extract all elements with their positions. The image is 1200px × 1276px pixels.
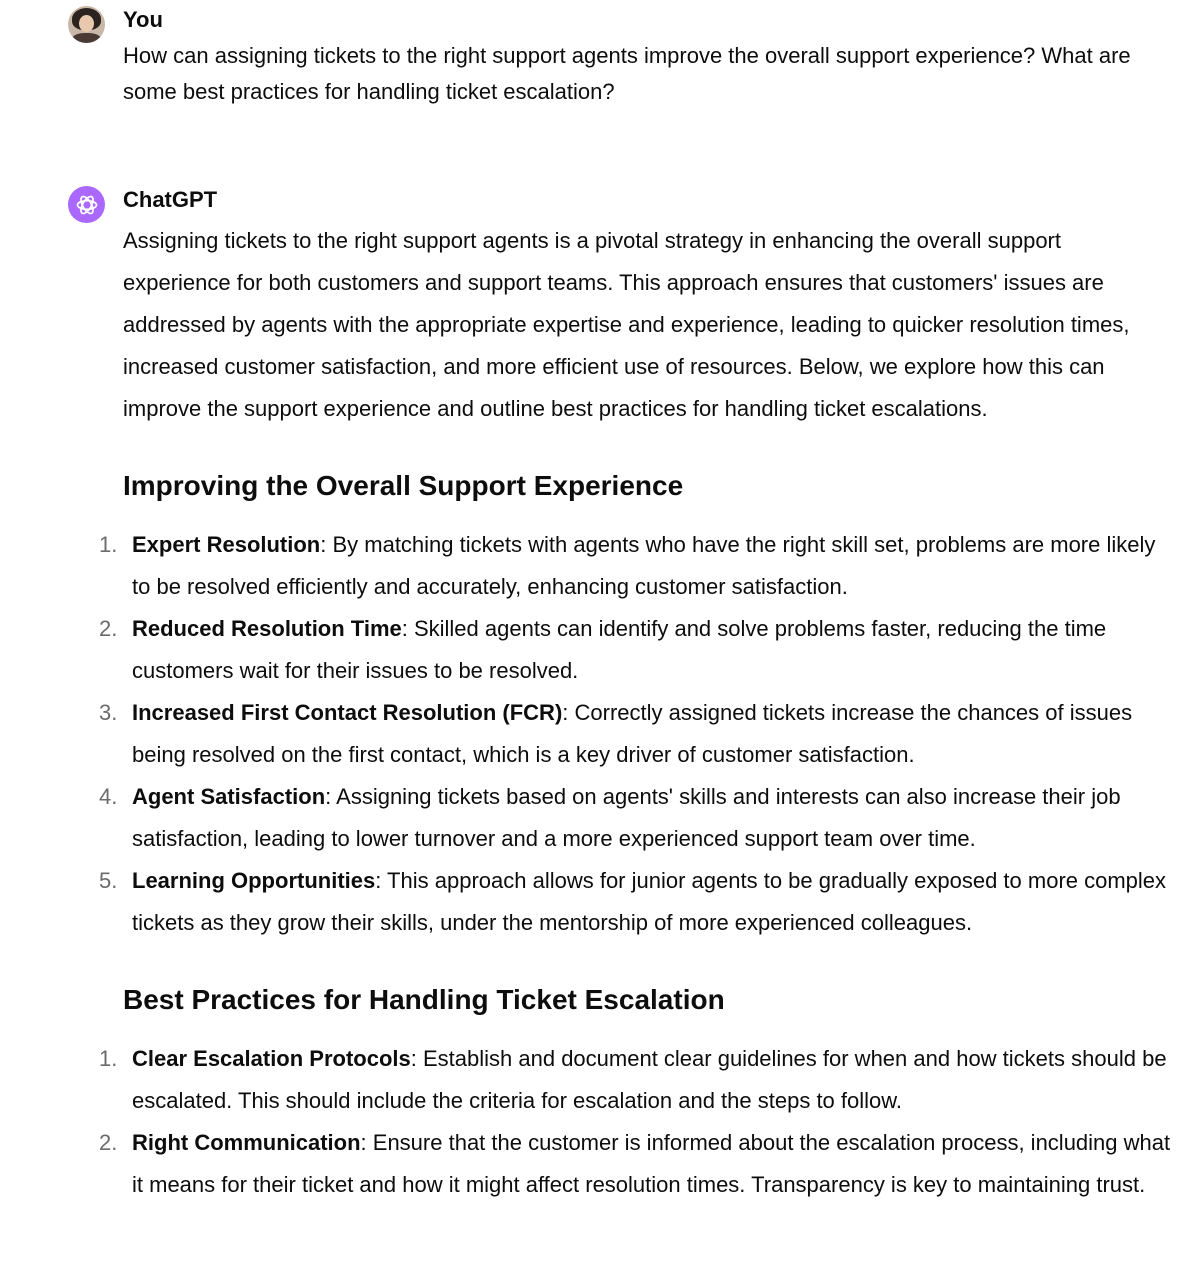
intro-paragraph: Assigning tickets to the right support agents is a pivotal strategy in enhancing the overall support experience for both customers and support teams. This approach ensures that customers' issues are addressed by agents with the appropriate expertise and experience, leading to quicker resolution times, increased customer satisfaction, and more efficient use of resources. Below, we explore how this can improve the support experience and outline best practices for handling ticket escalations. (123, 228, 1130, 421)
list-text: : Correctly assigned tickets increase the chances of issues being resolved on the first contact, which is a key driver of customer satisfaction. (132, 700, 1133, 767)
assistant-author-name: ChatGPT (123, 187, 218, 212)
list-item (99, 860, 1173, 944)
list-number: 1. (99, 1046, 118, 1071)
list-text: : This approach allows for junior agents to be gradually exposed to more complex tickets as they grow their skills, under the mentorship of more experienced colleagues. (132, 868, 1167, 935)
openai-logo-icon (74, 192, 100, 218)
section-heading: Improving the Overall Support Experience (123, 470, 684, 501)
list-text: : Ensure that the customer is informed about the escalation process, including what it means for their ticket and how it might affect resolution times. Transparency is key to maintaining trust. (132, 1130, 1171, 1197)
list-text: : By matching tickets with agents who have the right skill set, problems are more likely to be resolved efficiently and accurately, enhancing customer satisfaction. (132, 532, 1156, 599)
list-term: Right Communication (132, 1130, 361, 1155)
list-term: Learning Opportunities (132, 868, 376, 893)
list-item (99, 776, 1173, 860)
list-item (99, 692, 1173, 776)
list-text: : Establish and document clear guidelines for when and how tickets should be escalated. This should include the criteria for escalation and the steps to follow. (132, 1046, 1167, 1113)
list-number: 4. (99, 784, 118, 809)
list-term: Agent Satisfaction (132, 784, 326, 809)
list-number: 2. (99, 1130, 118, 1155)
list-number: 1. (99, 532, 118, 557)
section-heading: Best Practices for Handling Ticket Escalation (123, 984, 725, 1015)
list-text: : Assigning tickets based on agents' skills and interests can also increase their job satisfaction, leading to lower turnover and a more experienced support team over time. (132, 784, 1121, 851)
list-item (99, 524, 1173, 608)
user-message-text: How can assigning tickets to the right support agents improve the overall support experience? What are some best practices for handling ticket escalation? (123, 43, 1131, 104)
assistant-response (99, 220, 1173, 1206)
escalation-list (99, 1038, 1173, 1206)
improvement-list (99, 524, 1173, 944)
list-item (99, 1038, 1173, 1122)
list-term: Clear Escalation Protocols (132, 1046, 411, 1071)
user-author-name: You (123, 7, 163, 32)
list-term: Increased First Contact Resolution (FCR) (132, 700, 563, 725)
list-item (99, 1122, 1173, 1206)
list-item (99, 608, 1173, 692)
list-term: Expert Resolution (132, 532, 321, 557)
list-number: 3. (99, 700, 118, 725)
list-number: 2. (99, 616, 118, 641)
list-number: 5. (99, 868, 118, 893)
list-term: Reduced Resolution Time (132, 616, 402, 641)
assistant-avatar (68, 186, 105, 223)
user-avatar (68, 6, 105, 43)
list-text: : Skilled agents can identify and solve problems faster, reducing the time customers wait for their issues to be resolved. (132, 616, 1107, 683)
